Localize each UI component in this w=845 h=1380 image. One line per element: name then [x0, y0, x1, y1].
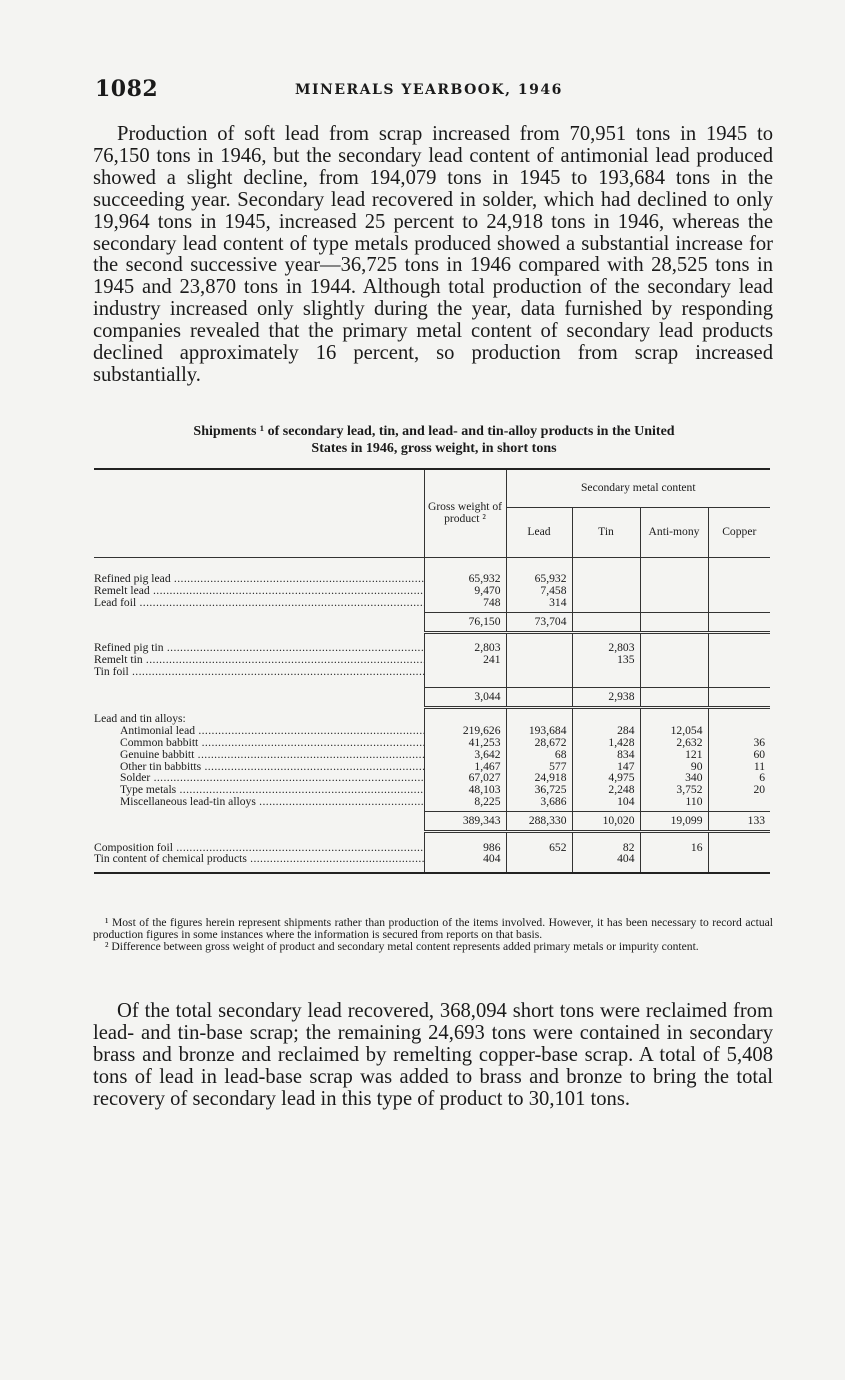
cell-gross: 404 — [424, 853, 506, 865]
cell-gross: 65,932 — [424, 573, 506, 585]
cell-tin: 82 — [572, 842, 640, 854]
header-lead: Lead — [506, 507, 572, 557]
table-row — [94, 725, 770, 737]
row-label: Antimonial lead ..... — [94, 725, 424, 737]
cell-antimony — [640, 688, 708, 708]
cell-copper: 11 — [708, 761, 770, 773]
cell-copper: 36 — [708, 737, 770, 749]
header-tin: Tin — [572, 507, 640, 557]
cell-antimony: 19,099 — [640, 812, 708, 832]
cell-tin — [572, 597, 640, 609]
cell-antimony — [640, 666, 708, 678]
cell-tin — [572, 666, 640, 678]
table-row — [94, 842, 770, 854]
body-paragraph: Production of soft lead from scrap increased from 70,951 tons in 1945 to 76,150 tons in 1946, but the secondary lead content of antimonial lead produced showed a slight decline, from 194,079 tons in 1945 to 193,684 tons in the succeeding year. Secondary lead recovered in solder, which had declined to only 19,964 tons in 1945, increased 25 percent to 24,918 tons in 1946, whereas the secondary lead content of type metals produced showed a substantial increase for the second successive year—36,725 tons in 1946 compared with 28,525 tons in 1945 and 23,870 tons in 1944. Although total production of the secondary lead industry increased only slightly during the year, data furnished by responding companies revealed that the primary metal content of secondary lead products declined approximately 16 percent, so production from scrap increased substantially. — [93, 123, 773, 386]
row-label: Composition foil ..... — [94, 842, 424, 854]
cell-antimony — [640, 853, 708, 865]
page-header — [95, 76, 775, 106]
table-row — [94, 749, 770, 761]
cell-copper — [708, 725, 770, 737]
row-label: Tin foil ..... — [94, 666, 424, 678]
row-label: Solder ..... — [94, 772, 424, 784]
cell-antimony — [640, 585, 708, 597]
cell-tin: 834 — [572, 749, 640, 761]
row-label: Tin content of chemical products ..... — [94, 853, 424, 865]
table-row — [94, 573, 770, 585]
cell-lead: 314 — [506, 597, 572, 609]
table-row — [94, 654, 770, 666]
cell-gross: 76,150 — [424, 612, 506, 632]
cell-antimony: 121 — [640, 749, 708, 761]
cell-tin: 135 — [572, 654, 640, 666]
cell-lead: 73,704 — [506, 612, 572, 632]
row-label: Type metals ..... — [94, 784, 424, 796]
row-label: Other tin babbitts ..... — [94, 761, 424, 773]
row-label: Remelt lead ..... — [94, 585, 424, 597]
table-row — [94, 737, 770, 749]
cell-lead: 36,725 — [506, 784, 572, 796]
cell-lead — [506, 654, 572, 666]
cell-antimony — [640, 612, 708, 632]
spacer-row — [94, 557, 770, 573]
cell-antimony: 90 — [640, 761, 708, 773]
table-row — [94, 853, 770, 865]
row-label: Genuine babbitt ..... — [94, 749, 424, 761]
cell-gross: 9,470 — [424, 585, 506, 597]
cell-tin: 147 — [572, 761, 640, 773]
total-row — [94, 612, 770, 632]
row-label: Refined pig tin ..... — [94, 642, 424, 654]
cell-tin: 4,975 — [572, 772, 640, 784]
table-caption — [93, 423, 775, 457]
cell-antimony — [640, 597, 708, 609]
cell-gross: 8,225 — [424, 796, 506, 808]
spacer-row — [94, 865, 770, 873]
table-caption-line: Shipments ¹ of secondary lead, tin, and lead- and tin-alloy products in the United — [193, 424, 675, 439]
cell-gross: 48,103 — [424, 784, 506, 796]
cell-lead: 24,918 — [506, 772, 572, 784]
table-row — [94, 784, 770, 796]
cell-antimony: 340 — [640, 772, 708, 784]
cell-gross: 389,343 — [424, 812, 506, 832]
table-row — [94, 585, 770, 597]
table-row — [94, 666, 770, 678]
cell-antimony — [640, 654, 708, 666]
cell-lead: 288,330 — [506, 812, 572, 832]
section-heading: Lead and tin alloys: — [94, 713, 186, 726]
cell-copper — [708, 654, 770, 666]
cell-lead: 193,684 — [506, 725, 572, 737]
cell-gross: 3,044 — [424, 688, 506, 708]
section-heading-row — [94, 713, 770, 725]
cell-copper — [708, 666, 770, 678]
cell-gross: 748 — [424, 597, 506, 609]
cell-lead — [506, 688, 572, 708]
table-row — [94, 796, 770, 808]
spacer-row — [94, 632, 770, 642]
footnote: ² Difference between gross weight of product and secondary metal content represents added primary metals or impurity content. — [105, 940, 699, 954]
cell-tin: 104 — [572, 796, 640, 808]
cell-copper — [708, 612, 770, 632]
cell-tin: 284 — [572, 725, 640, 737]
cell-tin: 1,428 — [572, 737, 640, 749]
cell-copper — [708, 853, 770, 865]
cell-lead — [506, 666, 572, 678]
cell-gross: 219,626 — [424, 725, 506, 737]
cell-copper: 133 — [708, 812, 770, 832]
table-row — [94, 642, 770, 654]
cell-copper — [708, 842, 770, 854]
cell-lead: 652 — [506, 842, 572, 854]
table-row — [94, 772, 770, 784]
row-label — [94, 688, 424, 708]
header-antimony: Anti-mony — [640, 507, 708, 557]
table-row — [94, 761, 770, 773]
header-gross-weight: Gross weight of product ² — [424, 469, 506, 557]
cell-copper — [708, 573, 770, 585]
cell-gross: 41,253 — [424, 737, 506, 749]
cell-tin: 10,020 — [572, 812, 640, 832]
cell-antimony: 16 — [640, 842, 708, 854]
header-copper: Copper — [708, 507, 770, 557]
cell-gross — [424, 666, 506, 678]
cell-lead — [506, 642, 572, 654]
cell-tin: 404 — [572, 853, 640, 865]
row-label — [94, 612, 424, 632]
cell-tin: 2,248 — [572, 784, 640, 796]
cell-copper — [708, 585, 770, 597]
running-title: MINERALS YEARBOOK, 1946 — [295, 82, 563, 98]
cell-copper: 6 — [708, 772, 770, 784]
footnote: ¹ Most of the figures herein represent shipments rather than production of the items involved. However, it has been necessary to record actual production figures in some instances where the information is secured from reports on that basis. — [93, 916, 773, 942]
row-label: Lead foil ..... — [94, 597, 424, 609]
spacer-row — [94, 678, 770, 688]
cell-lead — [506, 853, 572, 865]
page-number: 1082 — [95, 76, 159, 102]
cell-copper: 60 — [708, 749, 770, 761]
total-row — [94, 812, 770, 832]
cell-antimony: 3,752 — [640, 784, 708, 796]
cell-copper — [708, 642, 770, 654]
row-label: Refined pig lead ..... — [94, 573, 424, 585]
cell-lead: 577 — [506, 761, 572, 773]
row-label: Miscellaneous lead-tin alloys ..... — [94, 796, 424, 808]
cell-antimony: 2,632 — [640, 737, 708, 749]
total-row — [94, 688, 770, 708]
row-label — [94, 812, 424, 832]
cell-tin: 2,803 — [572, 642, 640, 654]
cell-lead: 68 — [506, 749, 572, 761]
cell-antimony — [640, 573, 708, 585]
cell-copper — [708, 597, 770, 609]
cell-gross: 986 — [424, 842, 506, 854]
cell-antimony: 12,054 — [640, 725, 708, 737]
cell-lead: 65,932 — [506, 573, 572, 585]
cell-lead: 7,458 — [506, 585, 572, 597]
cell-lead: 28,672 — [506, 737, 572, 749]
cell-gross: 3,642 — [424, 749, 506, 761]
cell-antimony — [640, 642, 708, 654]
spacer-row — [94, 832, 770, 842]
stub-header — [94, 469, 424, 557]
cell-tin — [572, 585, 640, 597]
cell-copper — [708, 688, 770, 708]
cell-copper: 20 — [708, 784, 770, 796]
cell-tin — [572, 612, 640, 632]
row-label: Remelt tin ..... — [94, 654, 424, 666]
cell-antimony: 110 — [640, 796, 708, 808]
cell-gross: 2,803 — [424, 642, 506, 654]
shipments-table — [94, 468, 770, 874]
footnotes — [93, 917, 773, 954]
cell-lead: 3,686 — [506, 796, 572, 808]
row-label: Common babbitt ..... — [94, 737, 424, 749]
cell-gross: 1,467 — [424, 761, 506, 773]
cell-tin — [572, 573, 640, 585]
cell-gross: 67,027 — [424, 772, 506, 784]
table-caption-line: States in 1946, gross weight, in short tons — [311, 441, 557, 456]
cell-copper — [708, 796, 770, 808]
header-secondary-metal-content: Secondary metal content — [506, 469, 770, 507]
table-row — [94, 597, 770, 609]
cell-tin: 2,938 — [572, 688, 640, 708]
body-paragraph: Of the total secondary lead recovered, 368,094 short tons were reclaimed from lead- and tin-base scrap; the remaining 24,693 tons were contained in secondary brass and bronze and reclaimed by remelting copper-base scrap. A total of 5,408 tons of lead in lead-base scrap was added to brass and bronze to bring the total recovery of secondary lead in this type of product to 30,101 tons. — [93, 1000, 773, 1110]
cell-gross: 241 — [424, 654, 506, 666]
